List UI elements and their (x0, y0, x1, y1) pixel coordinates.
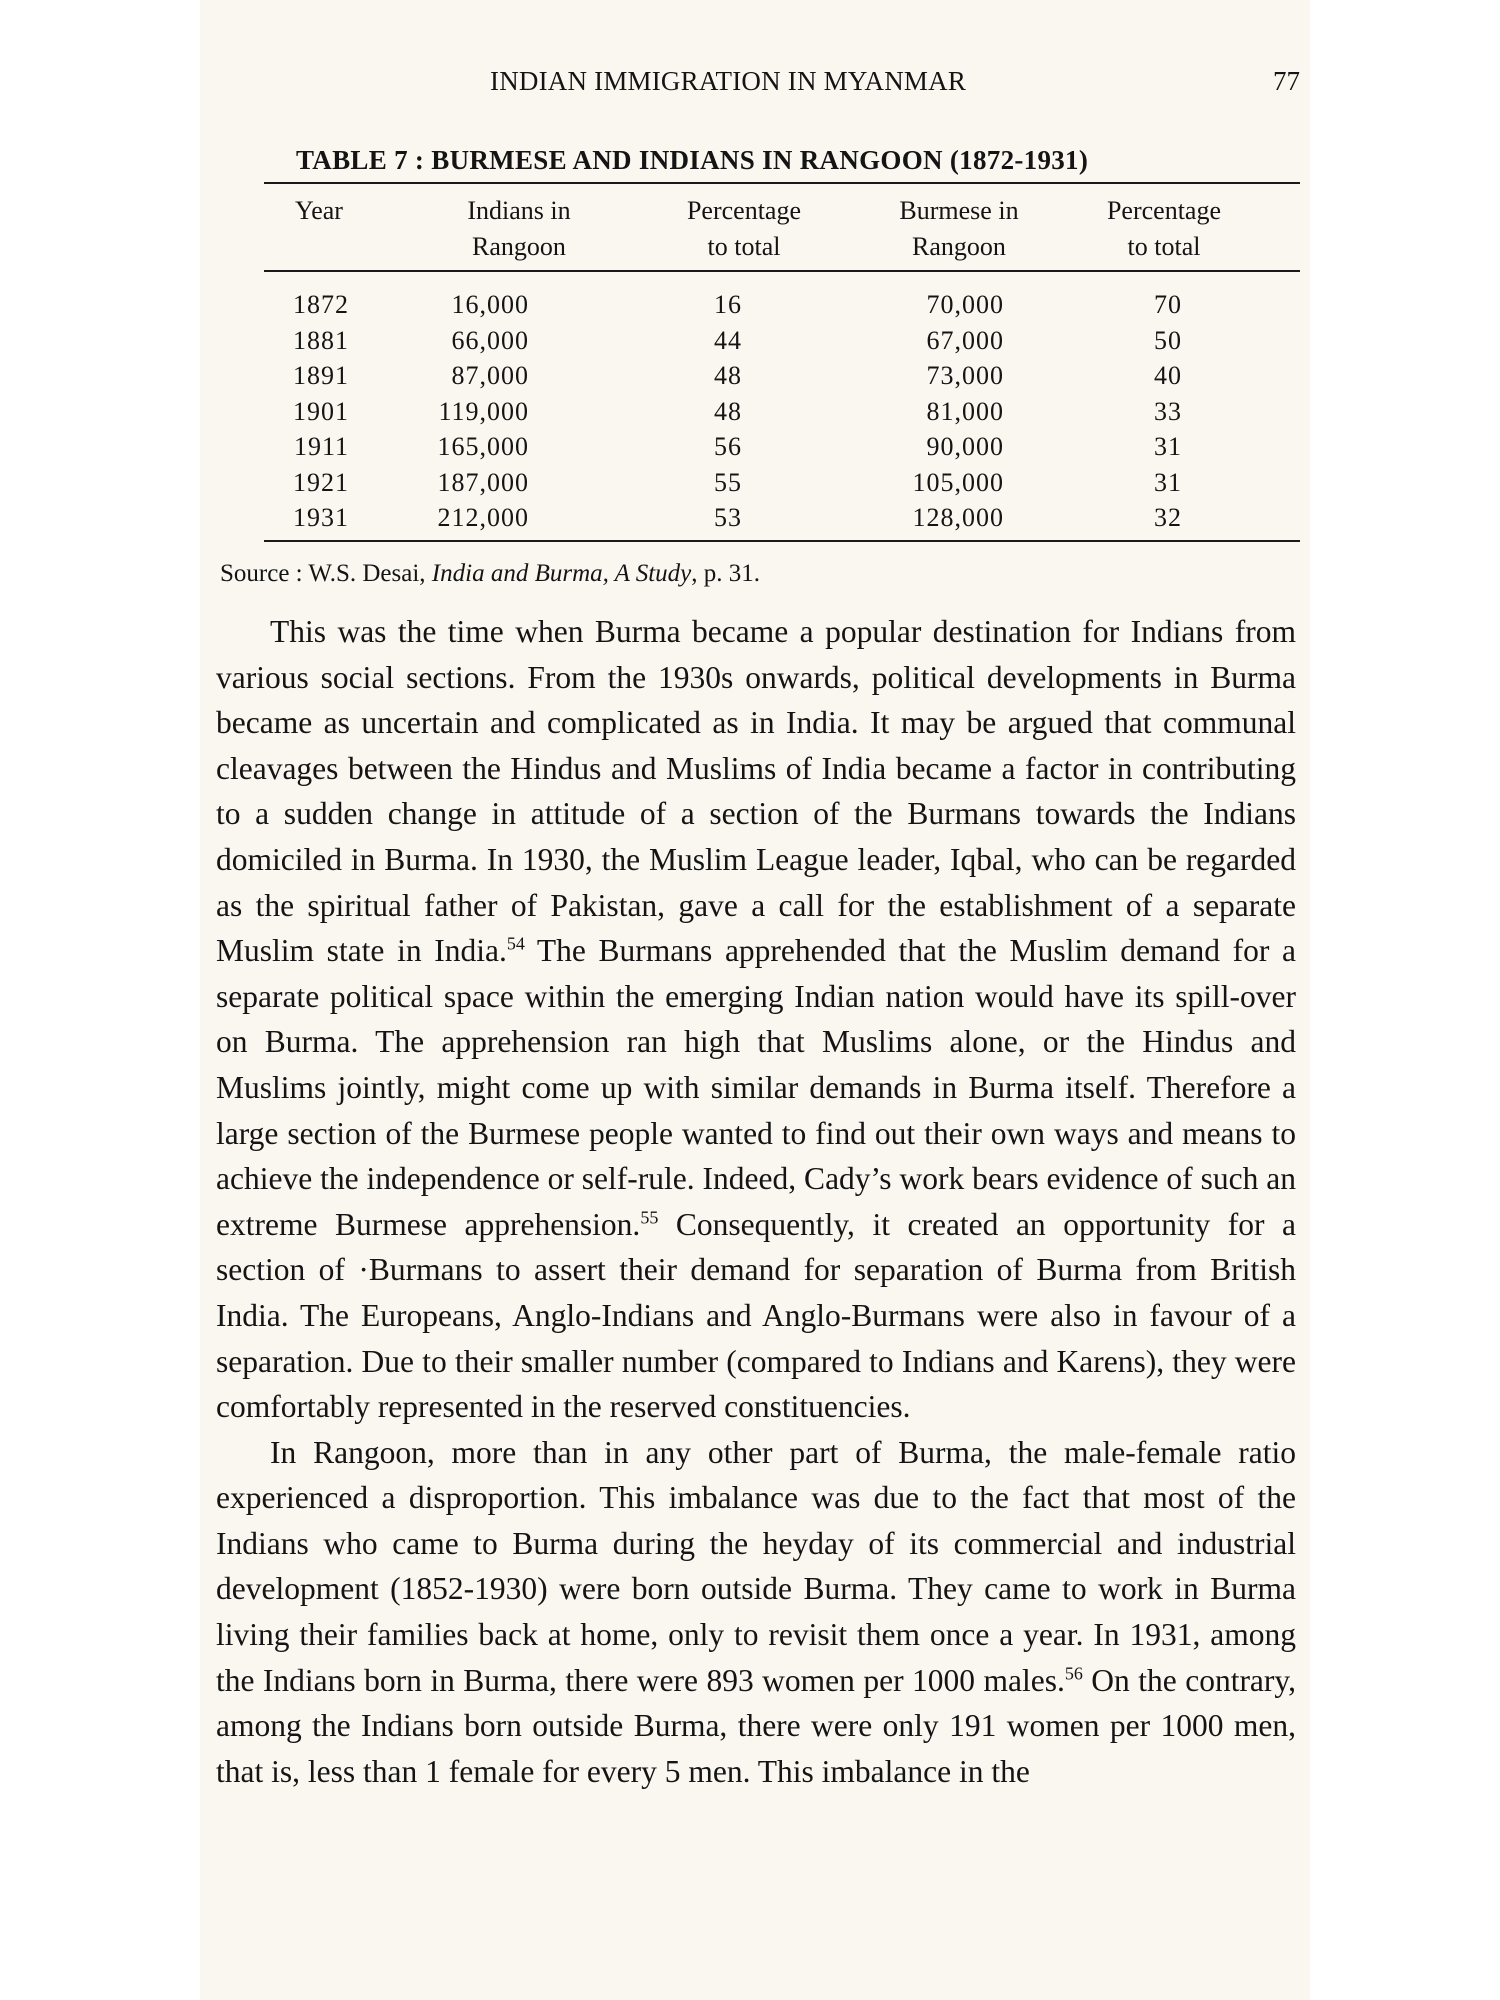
cell-indians-pct: 48 (714, 361, 742, 390)
cell-indians: 119,000 (438, 396, 529, 426)
cell-indians-pct: 53 (714, 503, 742, 532)
table-row (264, 394, 1300, 430)
body-text (216, 609, 1296, 1794)
cell-burmese-pct: 32 (1154, 503, 1182, 532)
cell-year: 1881 (293, 325, 349, 355)
book-page (200, 0, 1310, 2000)
cell-burmese: 70,000 (926, 290, 1004, 319)
table-title: TABLE 7 : BURMESE AND INDIANS IN RANGOON (1872-1931) (296, 145, 1089, 175)
table-row (264, 500, 1300, 536)
running-title: INDIAN IMMIGRATION IN MYANMAR (490, 66, 967, 96)
cell-indians-pct: 56 (714, 432, 742, 461)
table-body (264, 287, 1300, 536)
cell-indians: 87,000 (451, 361, 529, 390)
column-header-indians: Indians in Rangoon (467, 196, 571, 261)
cell-indians-pct: 55 (714, 467, 742, 497)
cell-indians: 187,000 (437, 467, 529, 497)
cell-burmese: 81,000 (926, 396, 1004, 426)
column-header-burmese-pct: Percentage to total (1106, 196, 1222, 261)
table-row (264, 287, 1300, 323)
page-number: 77 (1273, 66, 1300, 96)
cell-burmese-pct: 70 (1154, 290, 1182, 319)
cell-indians: 66,000 (451, 325, 529, 355)
table-header-rule (264, 270, 1300, 272)
cell-burmese-pct: 31 (1154, 467, 1182, 497)
cell-indians-pct: 44 (714, 325, 742, 355)
cell-year: 1872 (293, 290, 349, 319)
cell-year: 1931 (293, 503, 349, 532)
cell-year: 1891 (293, 361, 349, 390)
column-header-indians-pct: Percentage to total (686, 196, 802, 261)
table-row (264, 358, 1300, 394)
table-row (264, 323, 1300, 359)
table-row (264, 429, 1300, 465)
cell-indians-pct: 48 (714, 396, 742, 426)
cell-burmese: 105,000 (912, 467, 1004, 497)
cell-year: 1921 (293, 467, 349, 497)
cell-burmese: 73,000 (926, 361, 1004, 390)
source-book-title: India and Burma, A Study (431, 560, 692, 587)
table-row (264, 465, 1300, 501)
table-header (264, 193, 1300, 265)
cell-year: 1911 (293, 432, 349, 461)
paragraph: This was the time when Burma became a popular destination for Indians from various social sections. From the 1930s onwards, political developments in Burma became as uncertain and complicated as in India. It may be argued that communal cleavages between the Hindus and Muslims of India became a factor in contributing to a sudden change in attitude of a section of the Burmans towards the Indians domiciled in Burma. In 1930, the Muslim League leader, Iqbal, who can be regarded as the spiritual father of Pakistan, gave a call for the establishment of a separate Muslim state in India.$^{54}$ The Burmans apprehended that the Muslim demand for a separate political space within the emerging Indian nation would have its spill-over on Burma. The apprehension ran high that Muslims alone, or the Hindus and Muslims jointly, might come up with similar demands in Burma itself. Therefore a large section of the Burmese people wanted to find out their own ways and means to achieve the independence or self-rule. Indeed, Cady’s work bears evidence of such an extreme Burmese apprehension.$^{55}$ Consequently, it created an opportunity for a section of ·Burmans to assert their demand for separation of Burma from British India. The Europeans, Anglo-Indians and Anglo-Burmans were also in favour of a separation. Due to their smaller number (compared to Indians and Karens), they were comfortably represented in the reserved constituencies. (216, 614, 1297, 1425)
cell-year: 1901 (293, 396, 349, 426)
cell-burmese-pct: 33 (1154, 396, 1182, 426)
paragraph: In Rangoon, more than in any other part of Burma, the male-female ratio experienced a disproportion. This imbalance was due to the fact that most of the Indians who came to Burma during the heyday of its commercial and industrial development (1852-1930) were born outside Burma. They came to work in Burma living their families back at home, only to revisit them once a year. In 1931, among the Indians born in Burma, there were 893 women per 1000 males.$^{56}$ On the contrary, among the Indians born outside Burma, there were only 191 women per 1000 men, that is, less than 1 female for every 5 men. This imbalance in the (216, 1434, 1296, 1789)
cell-burmese: 128,000 (912, 503, 1004, 532)
table-bottom-rule (264, 540, 1300, 542)
cell-indians-pct: 16 (714, 290, 742, 319)
cell-burmese-pct: 31 (1154, 432, 1182, 461)
cell-burmese: 90,000 (926, 432, 1004, 461)
cell-burmese: 67,000 (926, 325, 1004, 355)
cell-indians: 165,000 (437, 432, 529, 461)
running-head (200, 66, 1310, 106)
footnote-ref[interactable]: 55 (640, 1207, 659, 1228)
footnote-ref[interactable]: 54 (506, 933, 525, 954)
column-header-burmese: Burmese in Rangoon (899, 196, 1019, 261)
cell-indians: 16,000 (451, 290, 529, 319)
cell-indians: 212,000 (437, 503, 529, 532)
footnote-ref[interactable]: 56 (1064, 1663, 1083, 1684)
table-top-rule (264, 182, 1300, 184)
column-header-year: Year (295, 196, 343, 225)
cell-burmese-pct: 50 (1154, 325, 1182, 355)
cell-burmese-pct: 40 (1154, 361, 1182, 390)
table-source: Source : W.S. Desai, India and Burma, A Study, p. 31. (220, 560, 761, 587)
